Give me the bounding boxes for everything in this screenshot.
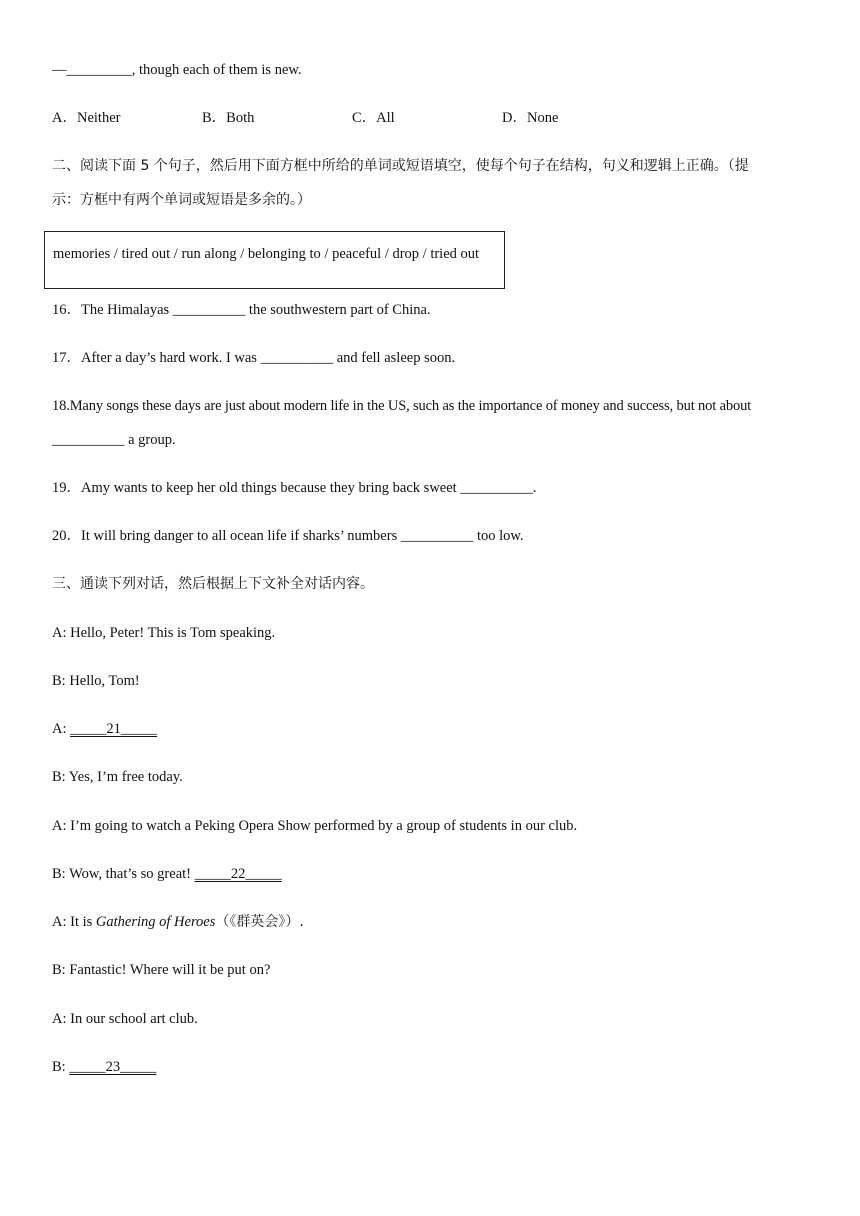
section-2-instruction-line-2: 示：方框中有两个单词或短语是多余的。） bbox=[52, 192, 311, 208]
question-16-number: 16． bbox=[52, 302, 81, 318]
dialogue-line-6 bbox=[52, 864, 282, 884]
blank-22[interactable]: _____22_____ bbox=[194, 866, 282, 882]
question-18-number: 18. bbox=[52, 398, 70, 414]
question-17-number: 17． bbox=[52, 350, 81, 366]
question-20-text: It will bring danger to all ocean life if sharks’ numbers __________ too low. bbox=[81, 528, 524, 544]
question-16 bbox=[52, 300, 431, 320]
question-15-stem: —_________, though each of them is new. bbox=[52, 62, 302, 78]
option-a-text: Neither bbox=[76, 110, 121, 126]
dialogue-line-9: A: In our school art club. bbox=[52, 1011, 198, 1027]
question-20-number: 20． bbox=[52, 528, 81, 544]
section-3-instruction: 三、通读下列对话，然后根据上下文补全对话内容。 bbox=[52, 576, 374, 592]
dialogue-line-7-text: A: It is bbox=[52, 914, 96, 930]
show-title-chinese: （《群英会》）. bbox=[215, 914, 304, 930]
dialogue-line-2: B: Hello, Tom! bbox=[52, 673, 140, 689]
option-b-text: Both bbox=[226, 110, 255, 126]
option-b-letter: B． bbox=[202, 110, 227, 126]
question-19 bbox=[52, 478, 536, 498]
dialogue-line-1: A: Hello, Peter! This is Tom speaking. bbox=[52, 625, 276, 641]
dialogue-line-6-text: B: Wow, that’s so great! bbox=[52, 866, 195, 882]
question-19-text: Amy wants to keep her old things because they bring back sweet __________. bbox=[81, 480, 537, 496]
option-a bbox=[52, 108, 120, 128]
show-title: Gathering of Heroes bbox=[95, 914, 216, 930]
dialogue-line-10 bbox=[52, 1057, 156, 1077]
question-17 bbox=[52, 348, 455, 368]
option-c bbox=[352, 108, 395, 128]
blank-21[interactable]: _____21_____ bbox=[70, 721, 158, 737]
dialogue-line-7 bbox=[52, 912, 304, 932]
question-20 bbox=[52, 526, 524, 546]
dialogue-line-5: A: I’m going to watch a Peking Opera Show performed by a group of students in our club. bbox=[52, 818, 578, 834]
option-c-letter: C． bbox=[352, 110, 377, 126]
option-d bbox=[502, 108, 558, 128]
option-d-letter: D． bbox=[502, 110, 527, 126]
question-18-continuation: __________ a group. bbox=[52, 432, 176, 448]
question-17-text: After a day’s hard work. I was __________ and fell asleep soon. bbox=[81, 350, 456, 366]
question-18 bbox=[52, 396, 751, 416]
question-18-text: Many songs these days are just about modern life in the US, such as the importance of money and success, but not about bbox=[69, 398, 752, 414]
dialogue-line-10-speaker: B: bbox=[52, 1059, 70, 1075]
word-box-text: memories / tired out / run along / belonging to / peaceful / drop / tried out bbox=[53, 246, 480, 262]
option-c-text: All bbox=[376, 110, 395, 126]
option-a-letter: A． bbox=[52, 110, 77, 126]
option-d-text: None bbox=[526, 110, 559, 126]
dialogue-line-3-speaker: A: bbox=[52, 721, 71, 737]
dialogue-line-4: B: Yes, I’m free today. bbox=[52, 769, 183, 785]
word-box bbox=[44, 231, 505, 289]
question-19-number: 19． bbox=[52, 480, 81, 496]
dialogue-line-8: B: Fantastic! Where will it be put on? bbox=[52, 962, 271, 978]
blank-23[interactable]: _____23_____ bbox=[69, 1059, 157, 1075]
dialogue-line-3 bbox=[52, 719, 157, 739]
section-2-instruction-line-1: 二、阅读下面 5 个句子，然后用下面方框中所给的单词或短语填空，使每个句子在结构，句义和逻辑上正确。（提 bbox=[52, 158, 749, 174]
option-b bbox=[202, 108, 254, 128]
question-16-text: The Himalayas __________ the southwestern part of China. bbox=[81, 302, 431, 318]
